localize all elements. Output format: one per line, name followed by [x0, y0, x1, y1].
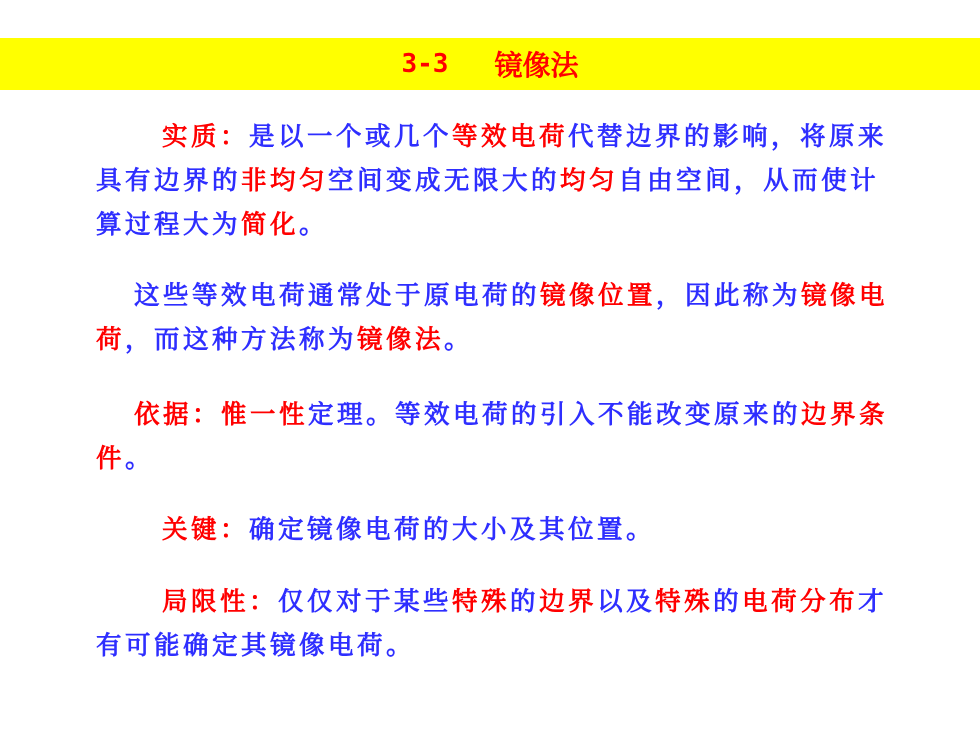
section-title: 镜像法	[494, 49, 579, 82]
text-span: 才有可能确定其镜像电荷。	[96, 587, 888, 661]
label-essence: 实质：	[162, 122, 250, 152]
paragraph-essence	[96, 115, 896, 247]
section-number: 3-3	[401, 49, 449, 79]
emphasis-span: 非均匀	[241, 166, 329, 196]
label-limitation: 局限性：	[162, 587, 279, 617]
emphasis-span: 特殊	[655, 587, 714, 617]
emphasis-span: 镜像电荷	[96, 281, 889, 355]
text-span: 空间变成无限大的	[328, 166, 561, 196]
emphasis-span: 镜像法	[357, 325, 445, 355]
emphasis-span: 边界	[539, 587, 598, 617]
text-span: 。	[444, 325, 474, 355]
paragraph-key	[96, 508, 896, 552]
text-span: 。	[299, 210, 329, 240]
text-span: 确定镜像电荷的大小及其位置。	[249, 515, 656, 545]
paragraph-image-charge	[96, 274, 896, 362]
emphasis-span: 均匀	[560, 166, 619, 196]
emphasis-span: 边界条件	[96, 400, 889, 474]
label-basis: 依据：	[134, 400, 222, 430]
paragraph-limitation	[96, 580, 896, 668]
text-span: 这些等效电荷通常处于原电荷的	[134, 281, 541, 311]
emphasis-span: 简化	[241, 210, 300, 240]
text-span: 以及	[597, 587, 656, 617]
text-span: 仅仅对于某些	[278, 587, 453, 617]
text-span: ，而这种方法称为	[125, 325, 358, 355]
text-span: 是以一个或几个	[249, 122, 453, 152]
paragraph-basis	[96, 393, 896, 481]
title-bar	[0, 38, 980, 90]
text-span: 的	[713, 587, 743, 617]
text-span: 定理。等效电荷的引入不能改变原来的	[308, 400, 802, 430]
text-span: 自由空间，从而使计算过程大为	[96, 166, 880, 240]
label-key: 关键：	[162, 515, 250, 545]
emphasis-span: 电荷分布	[742, 587, 859, 617]
emphasis-span: 特殊	[452, 587, 511, 617]
text-span: 代替边界的影响，将原来具有边界的	[96, 122, 888, 196]
text-span: ，因此称为	[656, 281, 802, 311]
emphasis-span: 镜像位置	[540, 281, 657, 311]
emphasis-span: 惟一性	[221, 400, 309, 430]
emphasis-span: 等效电荷	[452, 122, 569, 152]
text-span: 的	[510, 587, 540, 617]
text-span: 。	[125, 444, 155, 474]
